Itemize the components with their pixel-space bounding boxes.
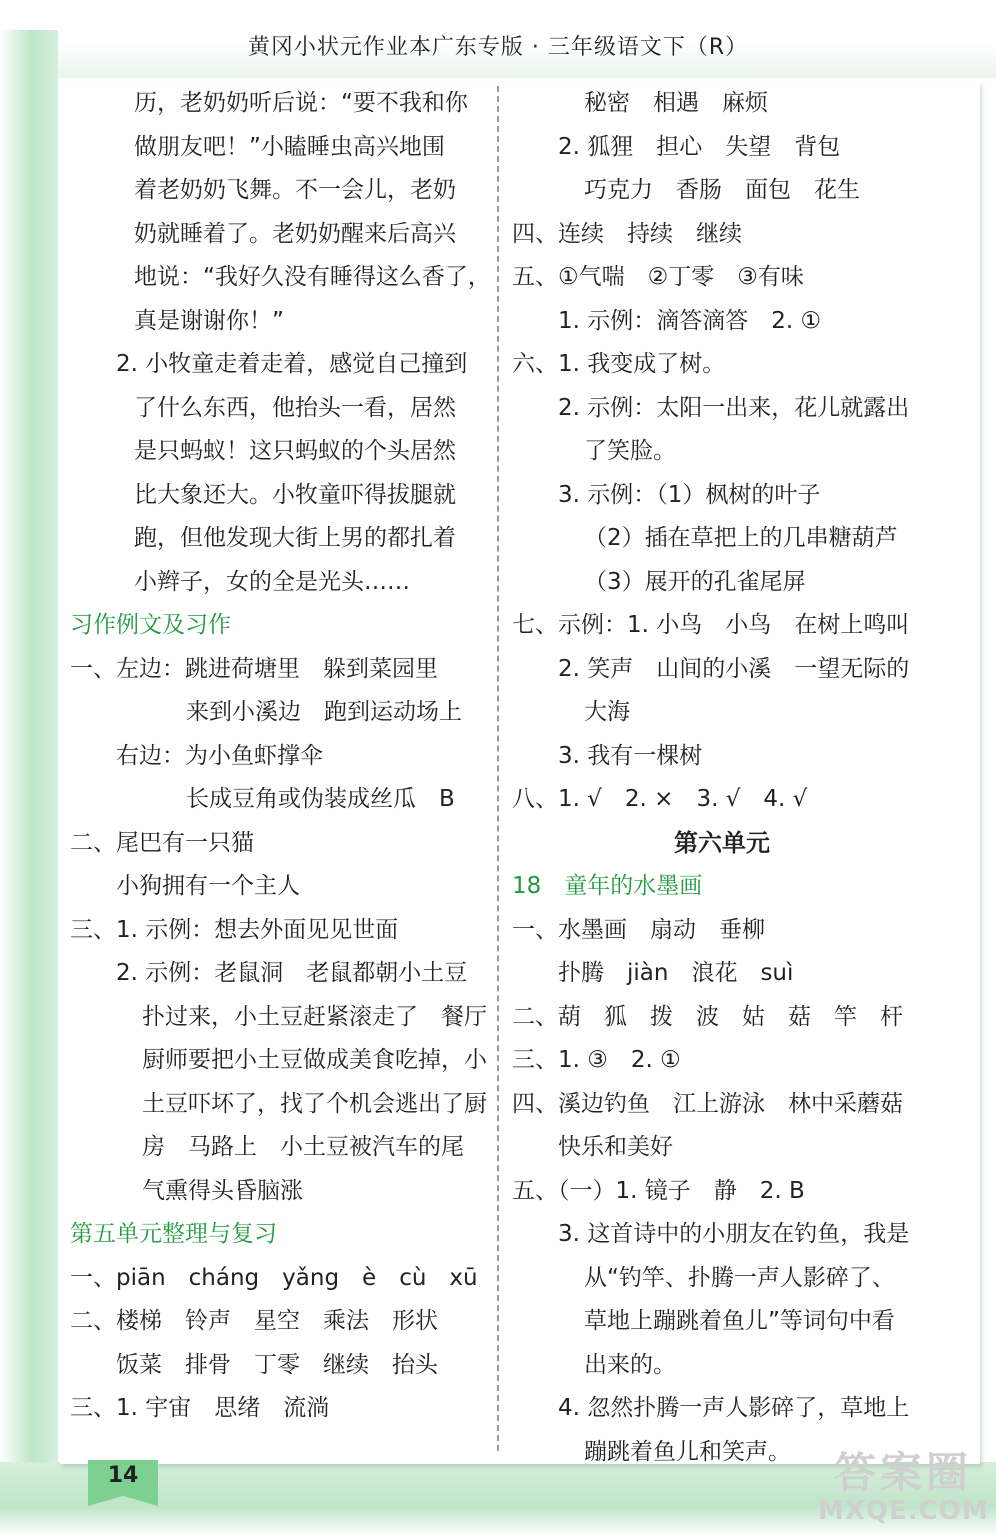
page-header-title: 黄冈小状元作业本广东专版 · 三年级语文下（R） [247,35,749,60]
answer-line: 扑过来，小土豆赶紧滚走了 餐厅 [142,1003,487,1030]
answer-line: 来到小溪边 跑到运动场上 [186,699,462,725]
answer-line: 2. 狐狸 担心 失望 背包 [558,133,841,160]
answer-line: 了什么东西，他抬头一看，居然 [134,394,456,421]
answer-line: 二、尾巴有一只猫 [70,829,254,856]
answer-line: 1. 示例：滴答滴答 2. ① [558,307,822,334]
answer-line: 3. 这首诗中的小朋友在钓鱼，我是 [558,1221,910,1247]
answer-line: 出来的。 [584,1351,676,1378]
answer-line: 五、（一）1. 镜子 静 2. B [512,1177,805,1204]
answer-line: 二、葫 狐 拨 波 姑 菇 竿 杆 [512,1003,903,1030]
watermark-logo-text: 答案圈 [833,1448,972,1497]
answer-line: 小辫子，女的全是光头…… [134,568,410,595]
right-column [512,82,932,1474]
answer-line: 2. 示例：老鼠洞 老鼠都朝小土豆 [116,960,468,986]
answer-line: （3）展开的孔雀尾屏 [584,568,806,595]
section-heading: 18 童年的水墨画 [512,873,703,899]
page-number: 14 [107,1463,139,1488]
answer-line: 扑腾 jiàn 浪花 suì [558,960,794,986]
answer-line: 四、连续 持续 继续 [512,220,742,247]
answer-line: 三、1. 宇宙 思绪 流淌 [70,1395,330,1421]
answer-line: 跑，但他发现大街上男的都扎着 [134,525,456,551]
answer-line: 右边：为小鱼虾撑伞 [116,742,323,769]
answer-line: 土豆吓坏了，找了个机会逃出了厨 [142,1090,487,1117]
answer-line: 秘密 相遇 麻烦 [584,90,768,116]
answer-line: 巧克力 香肠 面包 花生 [584,177,860,203]
section-heading: 第六单元 [674,828,770,857]
answer-line: 饭菜 排骨 丁零 继续 抬头 [116,1351,438,1378]
answer-line: 快乐和美好 [558,1134,673,1160]
left-column [70,82,491,1431]
answer-line: 五、①气喘 ②丁零 ③有味 [512,264,804,290]
answer-line: 是只蚂蚁！这只蚂蚁的个头居然 [134,438,456,464]
answer-line: 真是谢谢你！” [134,307,284,334]
answer-line: 做朋友吧！”小瞌睡虫高兴地围 [134,133,445,160]
answer-line: 三、1. 示例：想去外面见见世面 [70,916,399,943]
answer-line: 2. 小牧童走着走着，感觉自己撞到 [116,351,468,377]
answer-line: 房 马路上 小土豆被汽车的尾 [142,1134,464,1160]
answer-line: 历，老奶奶听后说：“要不我和你 [134,90,468,116]
answer-line: 六、1. 我变成了树。 [512,351,726,377]
answer-line: 一、水墨画 扇动 垂柳 [512,916,765,943]
answer-line: （2）插在草把上的几串糖葫芦 [584,525,898,551]
answer-line: 2. 示例：太阳一出来，花儿就露出 [558,394,910,421]
left-frame-band [0,30,58,1536]
answer-line: 一、左边：跳进荷塘里 躲到菜园里 [70,655,438,682]
section-heading: 第五单元整理与复习 [70,1221,277,1247]
answer-line: 草地上蹦跳着鱼儿”等词句中看 [584,1308,895,1334]
column-divider [497,86,499,1451]
answer-line: 了笑脸。 [584,438,676,464]
watermark-site-text: MXQE.COM [818,1496,989,1526]
answer-line: 气熏得头昏脑涨 [142,1177,303,1204]
answer-line: 厨师要把小土豆做成美食吃掉，小 [142,1047,487,1073]
answer-line: 着老奶奶飞舞。不一会儿，老奶 [134,177,456,203]
answer-line: 奶就睡着了。老奶奶醒来后高兴 [134,220,456,247]
answer-line: 3. 我有一棵树 [558,742,703,769]
answer-line: 从“钓竿、扑腾一声人影碎了、 [584,1264,895,1291]
answer-line: 地说：“我好久没有睡得这么香了， [134,264,491,290]
answer-line: 4. 忽然扑腾一声人影碎了，草地上 [558,1395,910,1421]
section-heading: 习作例文及习作 [70,612,231,638]
watermark-logo [818,1440,988,1530]
answer-line: 八、1. √ 2. × 3. √ 4. √ [512,786,808,812]
answer-line: 一、piān cháng yǎng è cù xū [70,1264,478,1291]
answer-line: 三、1. ③ 2. ① [512,1047,681,1073]
answer-line: 大海 [584,699,630,725]
answer-line: 2. 笑声 山间的小溪 一望无际的 [558,655,910,682]
answer-line: 3. 示例：（1）枫树的叶子 [558,481,821,508]
answer-line: 比大象还大。小牧童吓得拔腿就 [134,481,456,508]
answer-line: 小狗拥有一个主人 [116,873,300,899]
answer-line: 蹦跳着鱼儿和笑声。 [584,1438,791,1465]
answer-line: 四、溪边钓鱼 江上游泳 林中采蘑菇 [512,1090,903,1117]
answer-line: 二、楼梯 铃声 星空 乘法 形状 [70,1308,438,1334]
answer-line: 七、示例：1. 小鸟 小鸟 在树上鸣叫 [512,612,910,638]
answer-line: 长成豆角或伪装成丝瓜 B [186,786,455,812]
